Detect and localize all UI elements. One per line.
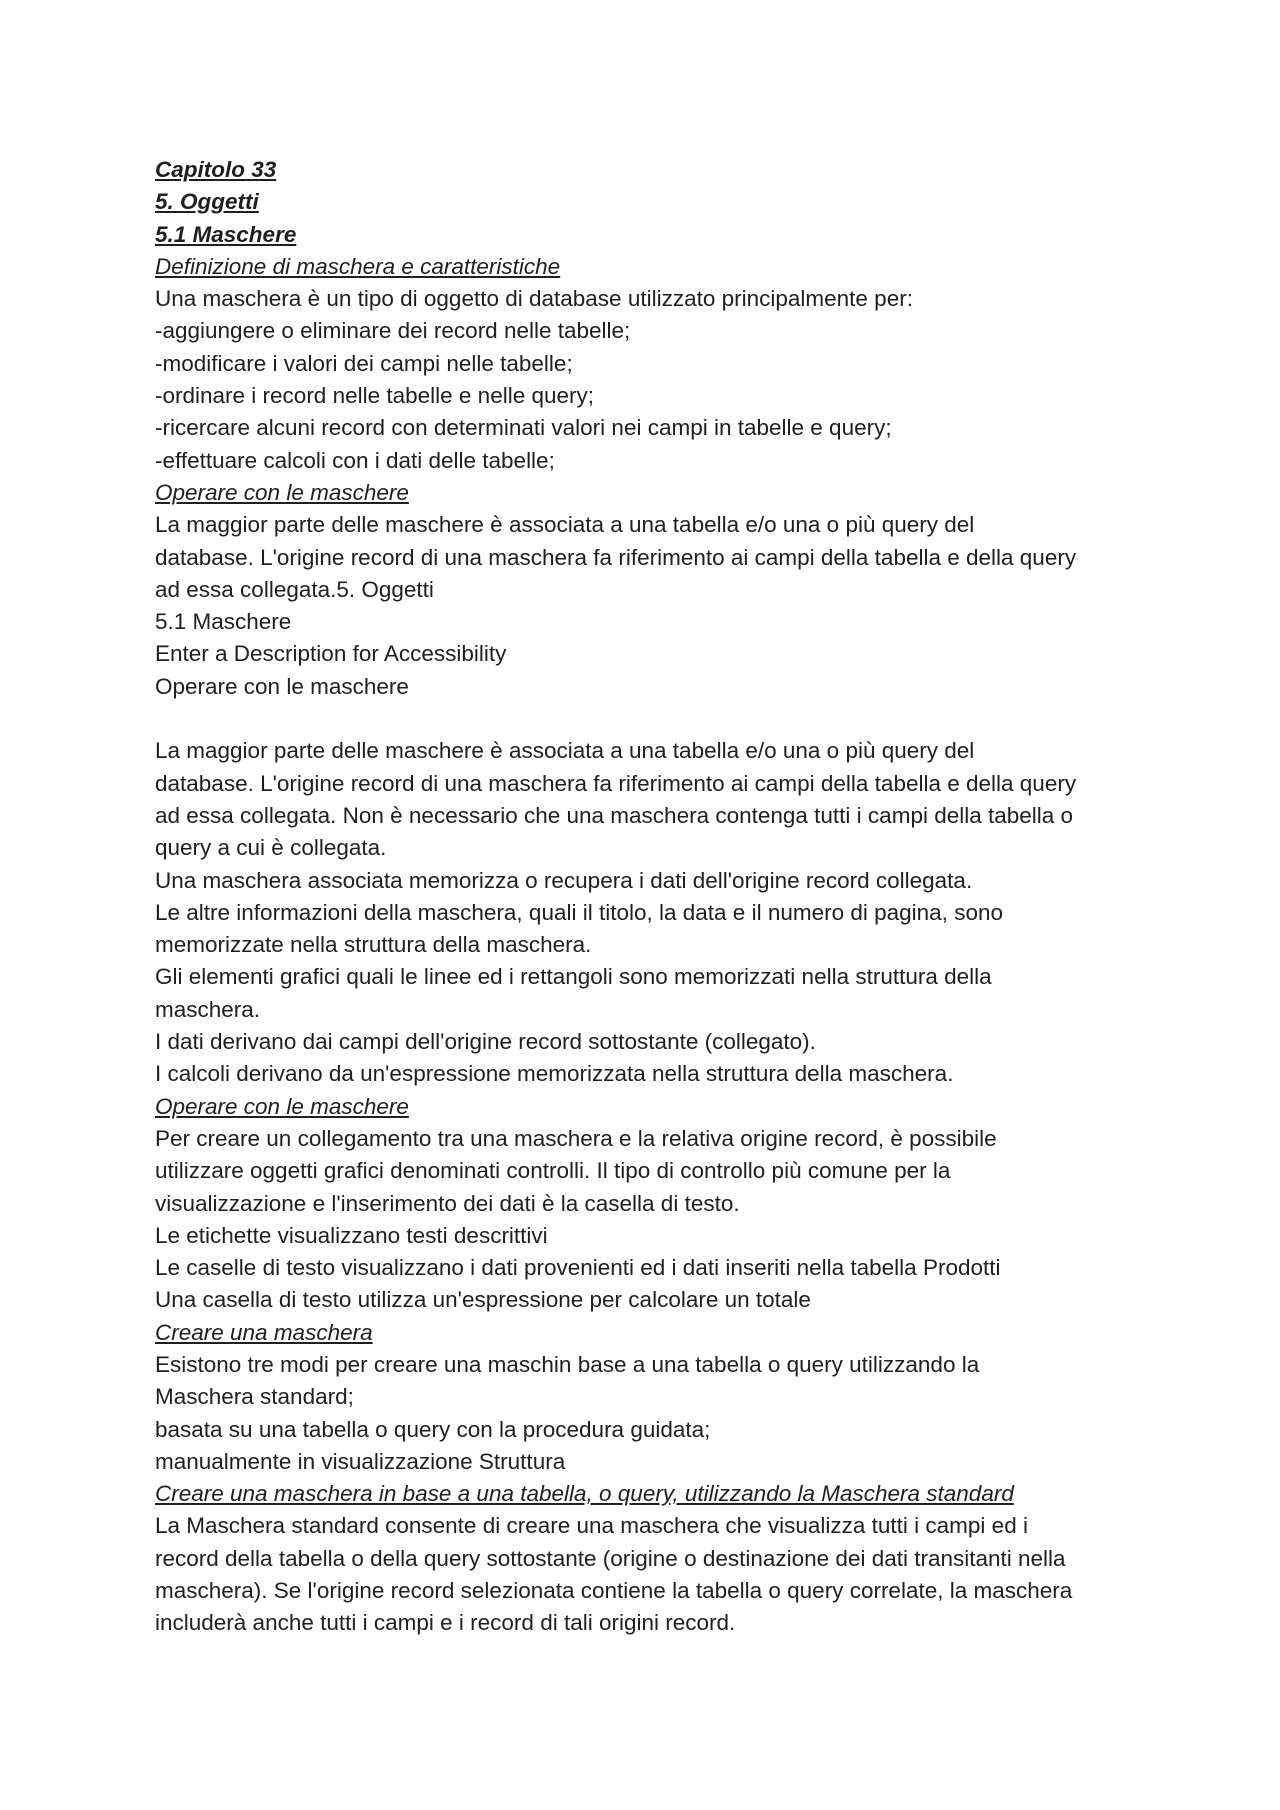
paragraph-line: memorizzate nella struttura della maschera. <box>155 932 592 958</box>
paragraph-line: basata su una tabella o query con la procedura guidata; <box>155 1416 711 1442</box>
operate-subheading: Operare con le maschere <box>155 479 409 505</box>
paragraph-line: database. L'origine record di una maschera fa riferimento ai campi della tabella e della query <box>155 770 1077 796</box>
document-page <box>155 154 1155 1640</box>
paragraph-line: record della tabella o della query sottostante (origine o destinazione dei dati transitanti nella <box>155 1545 1066 1571</box>
paragraph-line: I calcoli derivano da un'espressione memorizzata nella struttura della maschera. <box>155 1061 954 1087</box>
paragraph-line: La Maschera standard consente di creare una maschera che visualizza tutti i campi ed i <box>155 1513 1028 1539</box>
paragraph-line: Enter a Description for Accessibility <box>155 641 507 667</box>
operate-subheading-2: Operare con le maschere <box>155 1093 409 1119</box>
paragraph-line: Esistono tre modi per creare una maschin base a una tabella o query utilizzando la <box>155 1351 980 1377</box>
paragraph-line: Operare con le maschere <box>155 673 409 699</box>
paragraph-line: ad essa collegata.5. Oggetti <box>155 576 434 602</box>
chapter-heading: Capitolo 33 <box>155 157 277 182</box>
paragraph-line: Le etichette visualizzano testi descrittivi <box>155 1222 548 1248</box>
list-item: -ricercare alcuni record con determinati valori nei campi in tabelle e query; <box>155 415 892 441</box>
paragraph-line: maschera). Se l'origine record selezionata contiene la tabella o query correlate, la maschera <box>155 1578 1073 1604</box>
paragraph-line: Una casella di testo utilizza un'espressione per calcolare un totale <box>155 1287 811 1313</box>
paragraph-line: Maschera standard; <box>155 1384 354 1410</box>
paragraph-line: visualizzazione e l'inserimento dei dati è la casella di testo. <box>155 1190 740 1216</box>
paragraph-line: Gli elementi grafici quali le linee ed i rettangoli sono memorizzati nella struttura della <box>155 964 992 990</box>
paragraph-line: La maggior parte delle maschere è associata a una tabella e/o una o più query del <box>155 738 975 764</box>
paragraph-line: Una maschera è un tipo di oggetto di database utilizzato principalmente per: <box>155 286 913 312</box>
list-item: -modificare i valori dei campi nelle tabelle; <box>155 350 573 376</box>
paragraph-line: ad essa collegata. Non è necessario che una maschera contenga tutti i campi della tabella o <box>155 802 1074 828</box>
paragraph-line: 5.1 Maschere <box>155 609 292 635</box>
paragraph-line: includerà anche tutti i campi e i record di tali origini record. <box>155 1610 736 1636</box>
paragraph-line: manualmente in visualizzazione Struttura <box>155 1448 566 1474</box>
paragraph-line: La maggior parte delle maschere è associata a una tabella e/o una o più query del <box>155 512 975 538</box>
paragraph-line: Una maschera associata memorizza o recupera i dati dell'origine record collegata. <box>155 867 973 893</box>
create-standard-subheading: Creare una maschera in base a una tabella, o query, utilizzando la Maschera standard <box>155 1481 1014 1507</box>
paragraph-line: I dati derivano dai campi dell'origine record sottostante (collegato). <box>155 1029 816 1055</box>
paragraph-line: maschera. <box>155 996 261 1022</box>
paragraph-line: utilizzare oggetti grafici denominati controlli. Il tipo di controllo più comune per la <box>155 1158 951 1184</box>
subsection-heading: 5.1 Maschere <box>155 221 297 247</box>
paragraph-line: Le altre informazioni della maschera, quali il titolo, la data e il numero di pagina, sono <box>155 899 1003 925</box>
definition-subheading: Definizione di maschera e caratteristiche <box>155 253 561 279</box>
section-heading: 5. Oggetti <box>155 189 259 215</box>
paragraph-line: query a cui è collegata. <box>155 835 387 861</box>
list-item: -effettuare calcoli con i dati delle tabelle; <box>155 447 555 473</box>
list-item: -aggiungere o eliminare dei record nelle tabelle; <box>155 318 631 344</box>
paragraph-line: database. L'origine record di una maschera fa riferimento ai campi della tabella e della query <box>155 544 1077 570</box>
paragraph-line: Per creare un collegamento tra una maschera e la relativa origine record, è possibile <box>155 1125 997 1151</box>
blank-line <box>155 703 1155 735</box>
list-item: -ordinare i record nelle tabelle e nelle query; <box>155 383 595 409</box>
create-subheading: Creare una maschera <box>155 1319 373 1345</box>
paragraph-line: Le caselle di testo visualizzano i dati provenienti ed i dati inseriti nella tabella Prodotti <box>155 1255 1001 1281</box>
